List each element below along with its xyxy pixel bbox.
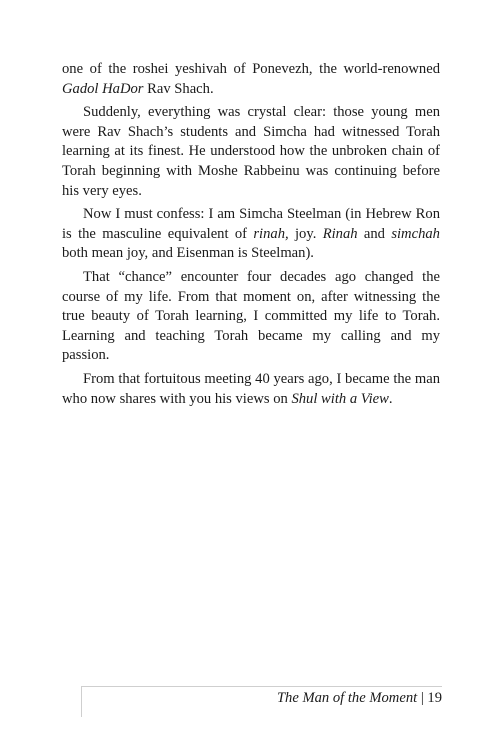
paragraph-5-text-end: . (388, 390, 393, 407)
paragraph-3-text-3: and (357, 225, 392, 242)
page-number: 19 (427, 690, 442, 706)
paragraph-5-text: From that fortuitous meeting 40 years ago, I became the man who now shares with you his views on (62, 370, 440, 407)
running-title: The Man of the Moment (276, 690, 418, 706)
paragraph-3-text: Now I must confess: I am Simcha Steelman (in Hebrew Ron is the masculine equivalent of (62, 206, 440, 242)
page-footer (81, 686, 442, 717)
paragraph-3-italic-rinah: rinah, (253, 225, 289, 242)
paragraph-5-italic-title: Shul with a View (291, 390, 389, 407)
body-text (62, 60, 440, 413)
paragraph-1-italic: Gadol HaDor (62, 80, 144, 97)
paragraph-3 (62, 205, 440, 264)
paragraph-3-text-end: both mean joy, and Eisenman is Steelman). (62, 245, 314, 262)
paragraph-3-italic-rinah-2: Rinah (322, 225, 358, 242)
footer-text (277, 689, 442, 707)
paragraph-1 (62, 60, 440, 99)
paragraph-1-text: one of the roshei yeshivah of Ponevezh, the world-renowned (62, 61, 440, 77)
footer-separator: | (417, 690, 428, 706)
paragraph-3-text-2: joy. (288, 225, 323, 242)
paragraph-1-text-end: Rav Shach. (143, 80, 214, 97)
paragraph-4: That “chance” encounter four decades ago changed the course of my life. From that moment on, after witnessing the true beauty of Torah learning, I committed my life to Torah. Learning and teaching Torah became my calling and my passion. (62, 268, 440, 364)
paragraph-3-italic-simchah: simchah (391, 225, 440, 242)
paragraph-2: Suddenly, everything was crystal clear: those young men were Rav Shach’s students and Simcha had witnessed Torah learning at its finest. He understood how the unbroken chain of Torah beginning with Moshe Rabbeinu was continuing before his very eyes. (62, 104, 440, 199)
paragraph-5 (62, 370, 440, 409)
